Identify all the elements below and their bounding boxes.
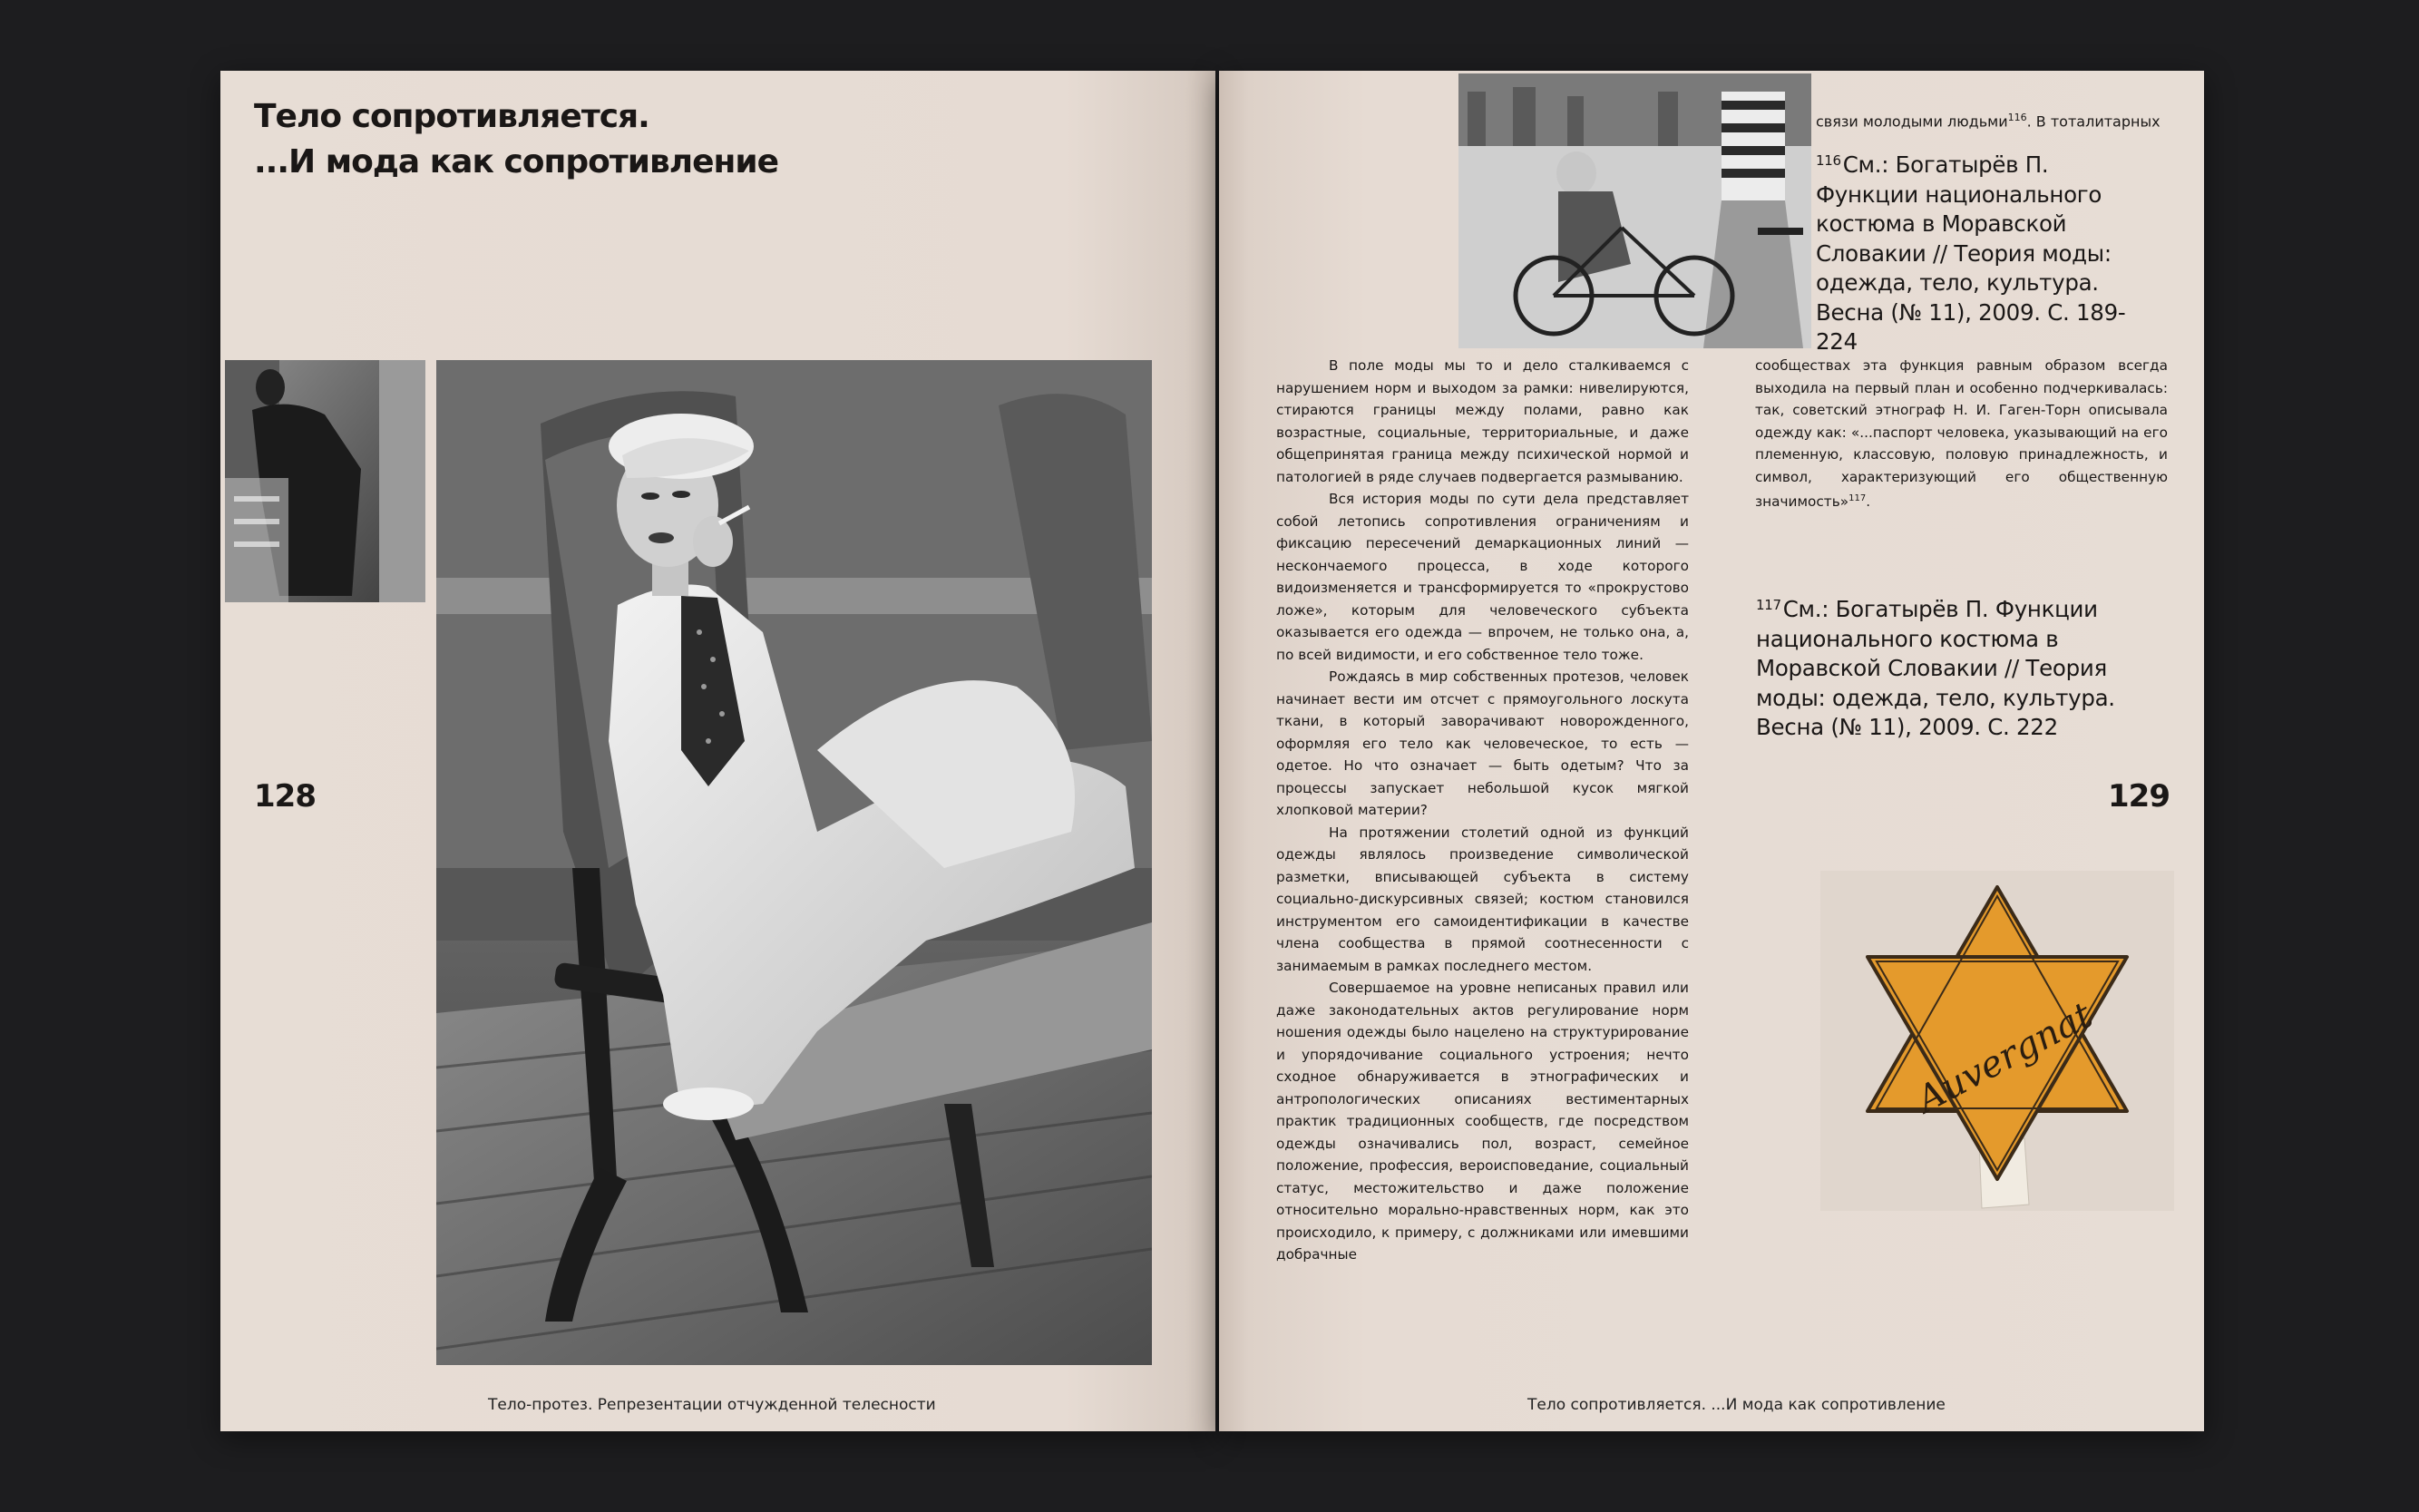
body-column-1 <box>1276 355 1689 1266</box>
col2-text: сообществах эта функция равным образом всегда выходила на первый план и особенно подчеркивалась: так, советский этнограф Н. И. Гаген-Торн описывала одежду как: «...паспорт человека, указывающий на его племенную, классовую, половую принадлежность, и символ, характеризующий его общественную значимость» <box>1755 357 2168 511</box>
body-paragraph: Совершаемое на уровне неписаных правил или даже законодательных актов регулирование норм ношения одежды было нацелено на структурирование и упорядочивание социального устроения; нечто сходное обнаруживается в этнографических и антропологических описаниях вестиментарных практик традиционных сообществ, где посредством одежды означивались пол, возраст, семейное положение, профессия, вероисповедание, социальный статус, местожительство и даже положение относительно морально-нравственных норм, как это происходило, к примеру, с должниками или имевшими добрачные <box>1276 980 1689 1263</box>
top-line-tail: . В тоталитарных <box>2026 112 2161 131</box>
chapter-title-line2: ...И мода как сопротивление <box>254 143 779 180</box>
yellow-star-badge-photo <box>1820 871 2174 1211</box>
bicycle-street-photo <box>1458 73 1811 348</box>
top-line-text: связи молодыми людьми <box>1816 112 2008 131</box>
chapter-title-line1: Тело сопротивляется. <box>254 98 649 135</box>
body-column-2-paragraph <box>1755 355 2168 513</box>
footnote-117-text: См.: Богатырёв П. Функции национального костюма в Моравской Словакии // Теория моды: одежда, тело, культура. Весна (№ 11), 2009. С. 222 <box>1756 596 2115 740</box>
right-page <box>1219 71 2204 1431</box>
footnote-116 <box>1816 146 2156 357</box>
footnote-117 <box>1756 590 2155 743</box>
page-number-right: 129 <box>2108 778 2170 815</box>
running-footer-left: Тело-протез. Репрезентации отчужденной телесности <box>488 1396 936 1414</box>
col2-tail: . <box>1866 493 1871 511</box>
col2-sup: 117 <box>1848 493 1867 503</box>
footnote-116-text: См.: Богатырёв П. Функции национального костюма в Моравской Словакии // Теория моды: одежда, тело, культура. Весна (№ 11), 2009. С. 189-224 <box>1816 151 2126 355</box>
body-paragraph: В поле моды мы то и дело сталкиваемся с нарушением норм и выходом за рамки: нивелируются, стираются границы между полами, равно как возрастные, социальные, территориальные, и даже общепринятая граница между психической нормой и патологией в ряде случаев подвергается размыванию. <box>1276 357 1689 485</box>
star-label: Auvergnat <box>1910 994 2100 1122</box>
body-column-2 <box>1755 355 2168 513</box>
small-archival-photo <box>225 360 425 602</box>
running-footer-right: Тело сопротивляется. ...И мода как сопротивление <box>1527 1396 1946 1414</box>
body-paragraph: На протяжении столетий одной из функций одежды являлось произведение символической разметки, вписывающей субъекта в систему социально-дискурсивных связей; костюм становился инструментом его самоидентификации в качестве члена сообщества в прямой соотнесенности с занимаемым в рамках последнего местом. <box>1276 824 1689 974</box>
chapter-title <box>254 94 778 185</box>
page-number-left: 128 <box>254 778 316 815</box>
body-paragraph: Вся история моды по сути дела представляет собой летопись сопротивления ограничениям и фиксацию пересечений демаркационных линий — нескончаемого процесса, в ходе которого видоизменяется и трансформируется то «прокрустово ложе», которым для человеческого субъекта оказывается его одежда — впрочем, не только она, а, по всей видимости, и его собственное тело тоже. <box>1276 491 1689 663</box>
footnote-117-number: 117 <box>1756 597 1781 613</box>
portrait-photo-woman-in-deckchair <box>436 360 1152 1365</box>
left-page <box>220 71 1215 1431</box>
text-top-line <box>1816 107 2179 133</box>
footnote-116-number: 116 <box>1816 152 1841 169</box>
top-line-sup: 116 <box>2007 112 2027 123</box>
body-paragraph: Рождаясь в мир собственных протезов, человек начинает вести им отсчет с прямоугольного лоскута ткани, в который заворачивают новорожденного, оформляя его тело как человеческое, то есть — одетое. Но что означает — быть одетым? Что за процессы запускает небольшой кусок мягкой хлопковой материи? <box>1276 668 1689 818</box>
